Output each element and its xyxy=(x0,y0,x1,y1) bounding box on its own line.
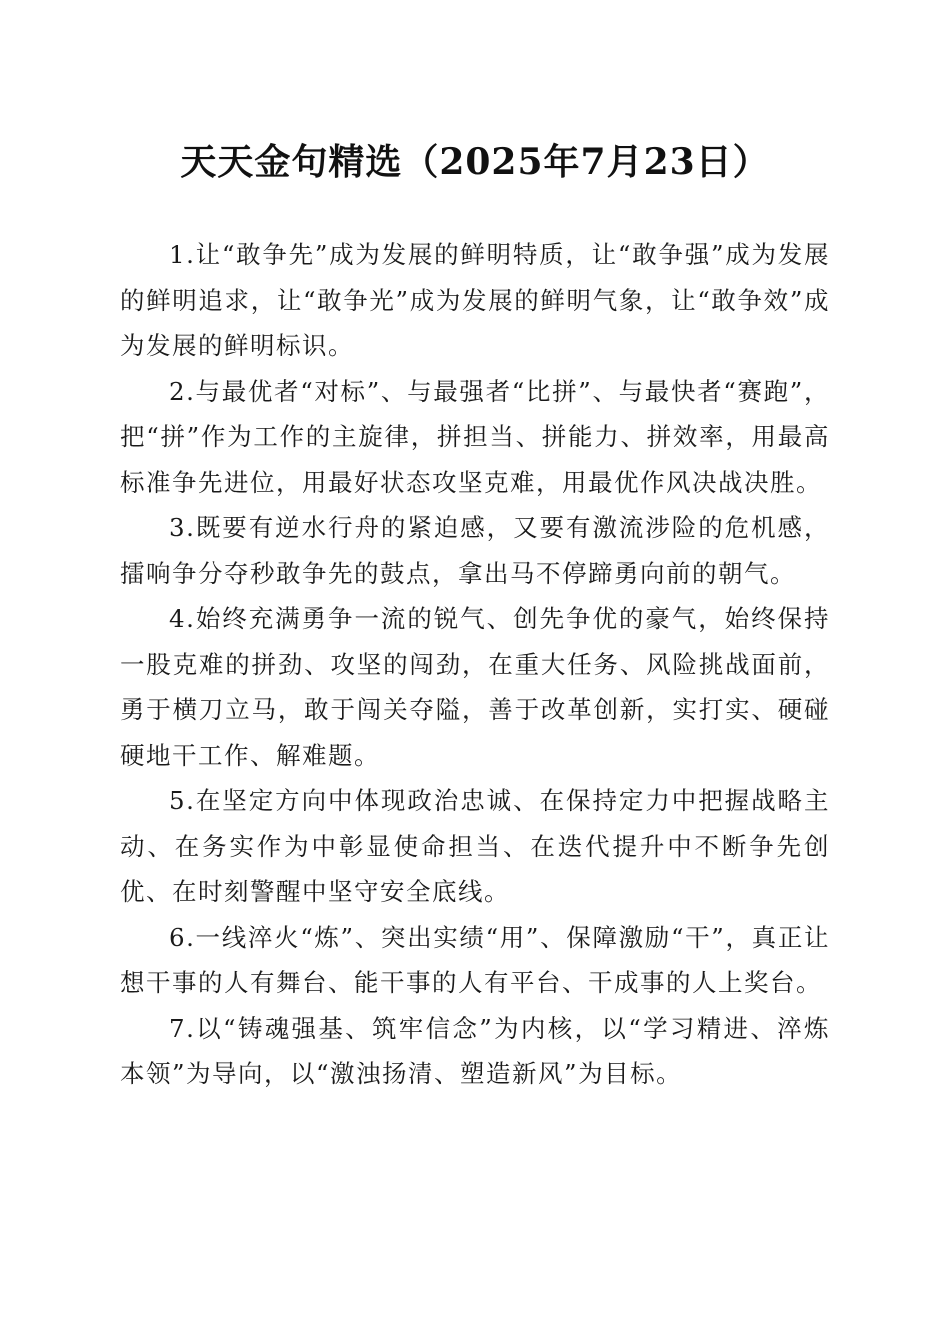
quote-paragraph-2: 2.与最优者“对标”、与最强者“比拼”、与最快者“赛跑”，把“拼”作为工作的主旋律，拼担当、拼能力、拼效率，用最高标准争先进位，用最好状态攻坚克难，用最优作风决战决胜。 xyxy=(120,376,830,497)
document-body xyxy=(120,232,830,1097)
document-title: 天天金句精选（2025年7月23日） xyxy=(180,141,770,183)
quote-paragraph-6: 6.一线淬火“炼”、突出实绩“用”、保障激励“干”，真正让想干事的人有舞台、能干事的人有平台、干成事的人上奖台。 xyxy=(120,922,830,997)
quote-paragraph-4: 4.始终充满勇争一流的锐气、创先争优的豪气，始终保持一股克难的拼劲、攻坚的闯劲，在重大任务、风险挑战面前，勇于横刀立马，敢于闯关夺隘，善于改革创新，实打实、硬碰硬地干工作、解难题。 xyxy=(120,604,830,770)
quote-paragraph-5: 5.在坚定方向中体现政治忠诚、在保持定力中把握战略主动、在务实作为中彰显使命担当、在迭代提升中不断争先创优、在时刻警醒中坚守安全底线。 xyxy=(120,786,830,906)
quote-paragraph-3: 3.既要有逆水行舟的紧迫感，又要有激流涉险的危机感，擂响争分夺秒敢争先的鼓点，拿出马不停蹄勇向前的朝气。 xyxy=(120,513,830,588)
quote-paragraph-1: 1.让“敢争先”成为发展的鲜明特质，让“敢争强”成为发展的鲜明追求，让“敢争光”成为发展的鲜明气象，让“敢争效”成为发展的鲜明标识。 xyxy=(120,240,830,360)
quote-paragraph-7: 7.以“铸魂强基、筑牢信念”为内核，以“学习精进、淬炼本领”为导向，以“激浊扬清、塑造新风”为目标。 xyxy=(120,1013,830,1088)
